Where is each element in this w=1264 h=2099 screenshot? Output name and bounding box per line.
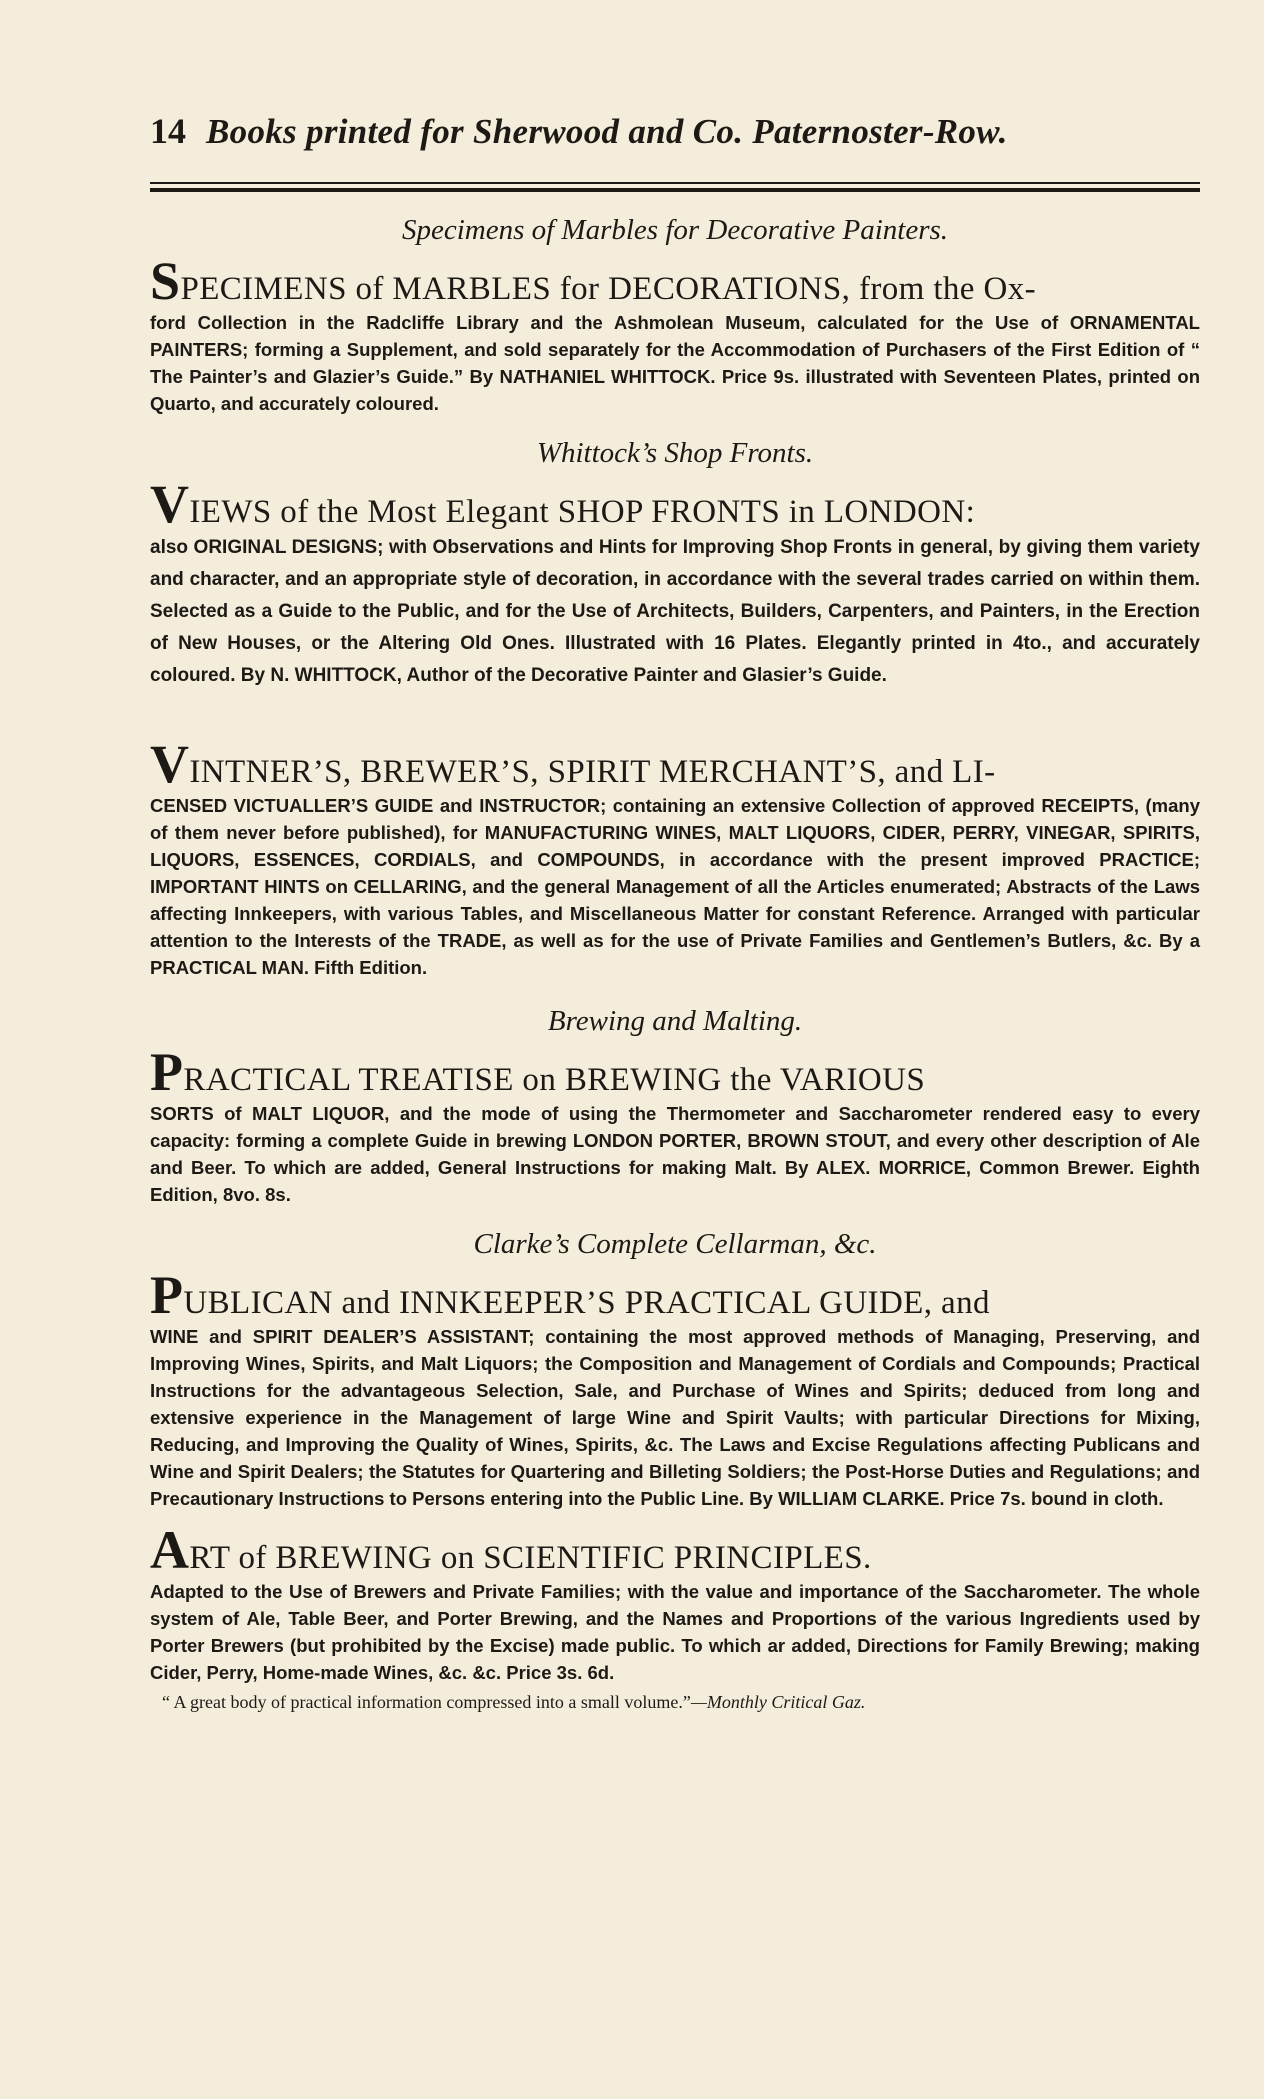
drop-cap: V bbox=[150, 734, 190, 794]
entry-body-shop-fronts: also ORIGINAL DESIGNS; with Observations and Hints for Improving Shop Fronts in general, by giving them variety and character, and an appropriate style of decoration, in accordance with the several trades carried on within them. Selected as a Guide to the Public, and for the Use of Architects, Builders, Carpenters, and Painters, in the Erection of New Houses, or the Altering Old Ones. Illustrated with 16 Plates. Elegantly printed in 4to., and accurately coloured. By N. WHITTOCK, Author of the Decorative Painter and Glasier’s Guide. bbox=[150, 537, 1200, 686]
entry-body-vintner: CENSED VICTUALLER’S GUIDE and INSTRUCTOR; containing an extensive Collection of approved RECEIPTS, (many of them never before published), for MANUFACTURING WINES, MALT LIQUORS, CIDER, PERRY, VINEGAR, SPIRITS, LIQUORS, ESSENCES, CORDIALS, and COMPOUNDS, in accordance with the present improved PRACTICE; IMPORTANT HINTS on CELLARING, and the general Management of all the Articles enumerated; Abstracts of the Laws affecting Innkeepers, with various Tables, and Miscellaneous Matter for constant Reference. Arranged with particular attention to the Interests of the TRADE, as well as for the use of Private Families and Gentlemen’s Butlers, &c. By a PRACTICAL MAN. Fifth Edition. bbox=[150, 795, 1200, 978]
entry-heading-vintner bbox=[150, 734, 1200, 794]
quote-text: “ A great body of practical information compressed into a small volume.” bbox=[162, 1692, 691, 1712]
drop-cap: A bbox=[150, 1520, 190, 1580]
entry-body-brewing: SORTS of MALT LIQUOR, and the mode of using the Thermometer and Saccharometer rendered easy to every capacity: forming a complete Guide in brewing LONDON PORTER, BROWN STOUT, and every other description of Ale and Beer. To which are added, General Instructions for making Malt. By ALEX. MORRICE, Common Brewer. Eighth Edition, 8vo. 8s. bbox=[150, 1103, 1200, 1205]
entry-heading-text: PECIMENS of MARBLES for DECORATIONS, from the Ox- bbox=[180, 271, 1037, 307]
page-number: 14 bbox=[150, 111, 186, 151]
entry-body-marbles: ford Collection in the Radcliffe Library and the Ashmolean Museum, calculated for the Use of ORNAMENTAL PAINTERS; forming a Supplement, and sold separately for the Accommodation of Purchasers of the First Edition of “ The Painter’s and Glazier’s Guide.” By NATHANIEL WHITTOCK. Price 9s. illustrated with Seventeen Plates, printed on Quarto, and accurately coloured. bbox=[150, 312, 1200, 414]
entry-heading-text: UBLICAN and INNKEEPER’S PRACTICAL GUIDE, and bbox=[183, 1285, 990, 1321]
section-title-shop-fronts: Whittock’s Shop Fronts. bbox=[536, 437, 814, 469]
section-title-marbles: Specimens of Marbles for Decorative Painters. bbox=[401, 214, 949, 246]
drop-cap: S bbox=[150, 251, 181, 311]
entry-heading-art-brewing bbox=[150, 1520, 1200, 1580]
header-rule-thick bbox=[150, 188, 1200, 192]
section-title-cellarman: Clarke’s Complete Cellarman, &c. bbox=[473, 1228, 877, 1260]
entry-body-cellarman: WINE and SPIRIT DEALER’S ASSISTANT; containing the most approved methods of Managing, Preserving, and Improving Wines, Spirits, and Malt Liquors; the Composition and Management of Cordials and Compounds; Practical Instructions for the advantageous Selection, Sale, and Purchase of Wines and Spirits; deduced from long and extensive experience in the Management of large Wine and Spirit Vaults; with particular Directions for Mixing, Reducing, and Improving the Quality of Wines, Spirits, &c. The Laws and Excise Regulations affecting Publicans and Wine and Spirit Dealers; the Statutes for Quartering and Billeting Soldiers; the Post-Horse Duties and Regulations; and Precautionary Instructions to Persons entering into the Public Line. By WILLIAM CLARKE. Price 7s. bound in cloth. bbox=[150, 1326, 1200, 1509]
entry-heading-text: RACTICAL TREATISE on BREWING the VARIOUS bbox=[183, 1062, 926, 1098]
section-spacer bbox=[150, 692, 1200, 744]
entry-heading-cellarman bbox=[150, 1265, 1200, 1325]
entry-heading-text: RT of BREWING on SCIENTIFIC PRINCIPLES. bbox=[189, 1540, 872, 1576]
book-page bbox=[150, 110, 1200, 1713]
entry-heading-text: IEWS of the Most Elegant SHOP FRONTS in LONDON: bbox=[189, 494, 976, 530]
running-title: Books printed for Sherwood and Co. Paternoster-Row. bbox=[206, 112, 1008, 151]
header-rule-thin bbox=[150, 182, 1200, 184]
drop-cap: V bbox=[150, 474, 190, 534]
entry-heading-shop-fronts bbox=[150, 474, 1200, 534]
page-header bbox=[150, 110, 1200, 174]
drop-cap: P bbox=[150, 1265, 184, 1325]
entry-heading-marbles bbox=[150, 251, 1200, 311]
entry-heading-text: INTNER’S, BREWER’S, SPIRIT MERCHANT’S, and LI- bbox=[189, 754, 996, 790]
review-quote bbox=[150, 1692, 1200, 1713]
entry-heading-brewing bbox=[150, 1042, 1200, 1102]
section-title-brewing: Brewing and Malting. bbox=[547, 1005, 803, 1037]
drop-cap: P bbox=[150, 1042, 184, 1102]
entry-body-art-brewing: Adapted to the Use of Brewers and Private Families; with the value and importance of the Saccharometer. The whole system of Ale, Table Beer, and Porter Brewing, and the Names and Proportions of the various Ingredients used by Porter Brewers (but prohibited by the Excise) made public. To which ar added, Directions for Family Brewing; making Cider, Perry, Home-made Wines, &c. &c. Price 3s. 6d. bbox=[150, 1581, 1200, 1683]
quote-source: —Monthly Critical Gaz. bbox=[690, 1692, 866, 1712]
section-spacer bbox=[150, 1512, 1200, 1530]
